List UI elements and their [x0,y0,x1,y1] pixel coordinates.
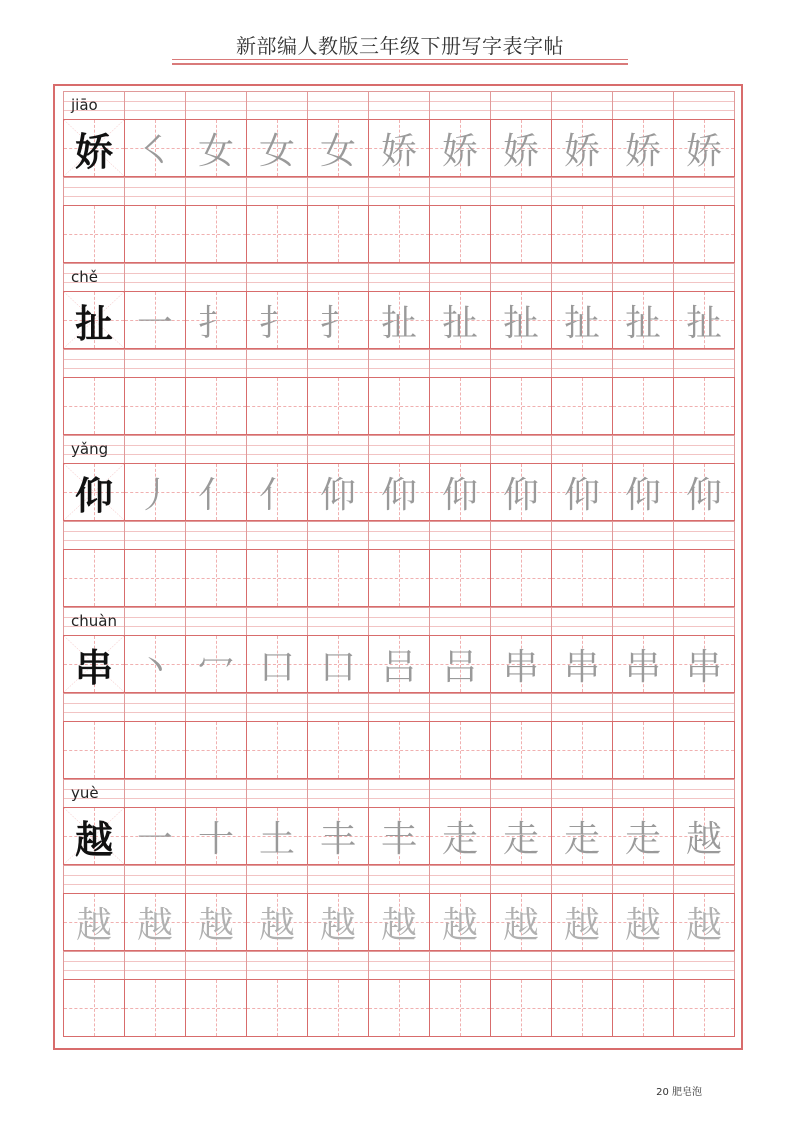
trace-character: 娇 [624,130,661,172]
practice-cell [674,205,735,263]
trace-character [186,722,246,778]
model-character: 串 [74,645,113,690]
practice-cell [613,635,674,693]
trace-character: 越 [685,818,722,860]
practice-cell [613,979,674,1037]
trace-character: 口 [258,646,295,688]
practice-cell [186,721,247,779]
trace-character [613,550,673,606]
practice-cell [430,463,491,521]
trace-character [186,378,246,434]
model-character: 娇 [74,129,113,174]
practice-cell [491,549,552,607]
trace-character: 丰 [319,818,356,860]
practice-cell [125,635,186,693]
trace-character: 娇 [441,130,478,172]
pinyin-label: yǎng [71,440,109,458]
practice-cell [613,463,674,521]
pinyin-strip [63,693,735,721]
trace-character [491,206,551,262]
trace-character: 扌 [319,302,356,344]
practice-cell [125,893,186,951]
practice-cell [491,377,552,435]
practice-cell [369,119,430,177]
trace-character: 扌 [197,302,234,344]
practice-cell [369,291,430,349]
trace-character: 女 [319,130,356,172]
trace-character: 越 [563,904,600,946]
trace-character [369,378,429,434]
pinyin-label: chuàn [71,612,117,630]
trace-character: 越 [685,904,722,946]
practice-cell [552,119,613,177]
pinyin-strip [63,435,735,463]
trace-character: 扯 [441,302,478,344]
trace-character [430,206,490,262]
practice-cell [186,893,247,951]
practice-cell [247,979,308,1037]
pinyin-label: chě [71,268,98,286]
practice-cell [308,721,369,779]
pinyin-strip [63,607,735,635]
trace-character: 土 [258,818,295,860]
trace-character [64,378,124,434]
practice-cell [308,377,369,435]
practice-cell [369,205,430,263]
trace-character [369,980,429,1036]
practice-cell [430,893,491,951]
trace-character [552,722,612,778]
trace-character: 走 [624,818,661,860]
trace-character [552,378,612,434]
trace-character [247,980,307,1036]
practice-cell [308,807,369,865]
trace-character: 娇 [685,130,722,172]
practice-cell [674,549,735,607]
trace-character [125,980,185,1036]
practice-cell [613,119,674,177]
trace-character: 亻 [258,474,295,516]
trace-character [125,378,185,434]
practice-cell [430,635,491,693]
trace-character [430,378,490,434]
title-rule [172,59,628,60]
practice-cell [613,377,674,435]
character-row [63,377,735,435]
trace-character: ㇛ [136,130,173,172]
pinyin-strip [63,951,735,979]
model-character-cell [63,291,125,349]
practice-cell [552,205,613,263]
page-title: 新部编人教版三年级下册写字表字帖 [236,34,564,58]
trace-character: 扯 [624,302,661,344]
practice-cell [613,549,674,607]
practice-cell [674,377,735,435]
practice-cell [491,635,552,693]
trace-character: 丿 [136,474,173,516]
practice-cell [247,721,308,779]
trace-character [552,206,612,262]
trace-character: 串 [563,646,600,688]
practice-cell [247,291,308,349]
trace-character: 口 [319,646,356,688]
trace-character: 扌 [258,302,295,344]
practice-cell [186,205,247,263]
pinyin-label: yuè [71,784,99,802]
character-row [63,635,735,693]
trace-character [308,206,368,262]
trace-character [125,550,185,606]
practice-cell [247,893,308,951]
page-footer: 20 肥皂泡 [656,1087,702,1098]
pinyin-strip [63,779,735,807]
trace-character: 串 [685,646,722,688]
practice-cell [369,635,430,693]
practice-cell [491,979,552,1037]
trace-character [369,550,429,606]
trace-character: 女 [258,130,295,172]
pinyin-strip [63,177,735,205]
trace-character [308,550,368,606]
trace-character [125,722,185,778]
trace-character: 越 [441,904,478,946]
practice-cell [430,377,491,435]
practice-cell [552,893,613,951]
practice-cell [613,893,674,951]
trace-character [613,980,673,1036]
character-row [63,721,735,779]
trace-character [491,378,551,434]
practice-cell [186,291,247,349]
practice-cell [369,721,430,779]
practice-cell [125,119,186,177]
character-row [63,979,735,1037]
trace-character: 丰 [380,818,417,860]
trace-character [674,378,734,434]
practice-cell [63,205,125,263]
practice-cell [430,721,491,779]
character-row [63,119,735,177]
trace-character: 丶 [136,646,173,688]
practice-cell [552,549,613,607]
practice-cell [674,635,735,693]
trace-character: 十 [197,818,234,860]
practice-cell [552,979,613,1037]
practice-cell [308,119,369,177]
model-character: 扯 [74,301,113,346]
practice-grid [63,91,735,1037]
pinyin-strip [63,349,735,377]
practice-cell [186,463,247,521]
trace-character [64,206,124,262]
trace-character [64,722,124,778]
practice-cell [125,291,186,349]
practice-cell [674,807,735,865]
practice-cell [63,377,125,435]
trace-character [247,378,307,434]
character-row [63,463,735,521]
trace-character [308,378,368,434]
trace-character [613,206,673,262]
pinyin-label: jiāo [71,96,98,114]
pinyin-strip [63,865,735,893]
trace-character: 仰 [502,474,539,516]
practice-cell [674,291,735,349]
practice-cell [308,205,369,263]
trace-character: 仰 [563,474,600,516]
trace-character: 越 [502,904,539,946]
trace-character: 吕 [380,646,417,688]
practice-cell [125,979,186,1037]
practice-cell [430,119,491,177]
trace-character: 仰 [380,474,417,516]
practice-cell [552,463,613,521]
trace-character [369,722,429,778]
practice-cell [247,463,308,521]
trace-character [186,550,246,606]
practice-cell [613,721,674,779]
trace-character: 越 [258,904,295,946]
practice-cell [308,979,369,1037]
trace-character: 冖 [197,646,234,688]
practice-cell [308,549,369,607]
practice-cell [369,463,430,521]
practice-cell [308,635,369,693]
practice-cell [430,979,491,1037]
practice-cell [552,721,613,779]
trace-character: 仰 [685,474,722,516]
practice-cell [491,119,552,177]
practice-cell [552,291,613,349]
trace-character [552,550,612,606]
trace-character [247,722,307,778]
trace-character [247,206,307,262]
trace-character: 越 [197,904,234,946]
trace-character [674,980,734,1036]
practice-cell [63,721,125,779]
title-rule [172,63,628,65]
practice-cell [63,979,125,1037]
pinyin-strip [63,521,735,549]
practice-cell [186,119,247,177]
practice-cell [125,721,186,779]
trace-character: 吕 [441,646,478,688]
trace-character [125,206,185,262]
trace-character: 越 [624,904,661,946]
practice-cell [63,549,125,607]
trace-character [491,722,551,778]
trace-character [491,550,551,606]
trace-character: 扯 [685,302,722,344]
practice-cell [125,463,186,521]
practice-cell [308,291,369,349]
practice-cell [186,549,247,607]
practice-cell [125,377,186,435]
practice-cell [63,893,125,951]
practice-cell [186,377,247,435]
practice-cell [186,979,247,1037]
practice-cell [125,549,186,607]
practice-cell [369,377,430,435]
practice-cell [430,807,491,865]
practice-cell [674,893,735,951]
trace-character [430,550,490,606]
trace-character: 越 [75,904,112,946]
trace-character [369,206,429,262]
trace-character: 一 [136,818,173,860]
practice-cell [369,807,430,865]
practice-cell [674,119,735,177]
practice-cell [125,807,186,865]
practice-cell [674,979,735,1037]
practice-cell [613,291,674,349]
practice-cell [308,463,369,521]
trace-character [674,550,734,606]
trace-character [430,980,490,1036]
practice-cell [186,635,247,693]
practice-cell [491,807,552,865]
practice-cell [308,893,369,951]
trace-character [308,980,368,1036]
practice-cell [247,807,308,865]
character-row [63,893,735,951]
model-character: 越 [74,817,113,862]
practice-cell [491,205,552,263]
trace-character [308,722,368,778]
model-character-cell [63,119,125,177]
practice-cell [552,377,613,435]
practice-cell [186,807,247,865]
model-character-cell [63,807,125,865]
character-row [63,205,735,263]
model-character-cell [63,463,125,521]
trace-character: 亻 [197,474,234,516]
trace-character: 串 [624,646,661,688]
practice-cell [125,205,186,263]
practice-cell [369,979,430,1037]
trace-character: 走 [441,818,478,860]
practice-cell [674,463,735,521]
practice-cell [552,635,613,693]
trace-character: 扯 [380,302,417,344]
trace-character: 越 [380,904,417,946]
trace-character [674,722,734,778]
trace-character: 仰 [441,474,478,516]
trace-character [674,206,734,262]
trace-character [613,378,673,434]
trace-character [186,980,246,1036]
practice-cell [491,893,552,951]
trace-character [64,980,124,1036]
practice-cell [247,119,308,177]
practice-cell [247,635,308,693]
trace-character [64,550,124,606]
trace-character: 娇 [380,130,417,172]
practice-cell [247,205,308,263]
trace-character [247,550,307,606]
trace-character: 越 [319,904,356,946]
trace-character: 娇 [563,130,600,172]
trace-character: 扯 [563,302,600,344]
practice-cell [613,205,674,263]
practice-cell [430,291,491,349]
trace-character: 走 [563,818,600,860]
practice-cell [491,463,552,521]
model-character: 仰 [74,473,113,518]
trace-character: 娇 [502,130,539,172]
practice-cell [369,549,430,607]
trace-character [186,206,246,262]
practice-cell [430,205,491,263]
trace-character [552,980,612,1036]
trace-character [491,980,551,1036]
character-row [63,291,735,349]
practice-cell [369,893,430,951]
practice-cell [613,807,674,865]
trace-character: 仰 [319,474,356,516]
pinyin-strip [63,91,735,119]
trace-character [613,722,673,778]
trace-character: 一 [136,302,173,344]
trace-character: 仰 [624,474,661,516]
practice-cell [247,377,308,435]
trace-character: 越 [136,904,173,946]
trace-character: 女 [197,130,234,172]
character-row [63,549,735,607]
practice-cell [674,721,735,779]
practice-cell [491,291,552,349]
pinyin-strip [63,263,735,291]
practice-cell [552,807,613,865]
trace-character: 串 [502,646,539,688]
character-row [63,807,735,865]
practice-cell [247,549,308,607]
trace-character: 走 [502,818,539,860]
model-character-cell [63,635,125,693]
practice-cell [430,549,491,607]
trace-character: 扯 [502,302,539,344]
practice-cell [491,721,552,779]
trace-character [430,722,490,778]
